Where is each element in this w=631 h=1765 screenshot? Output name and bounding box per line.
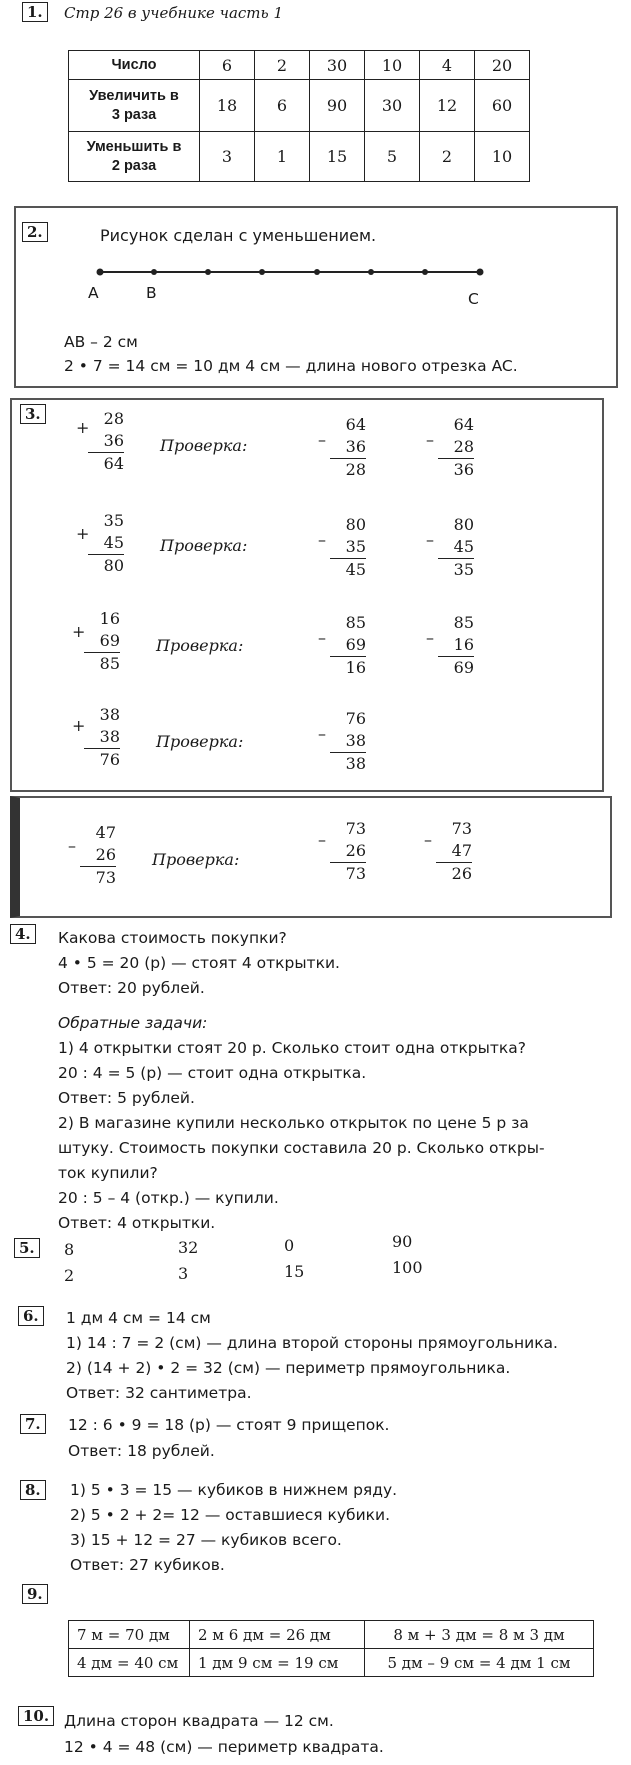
table-cell: 30 (365, 80, 420, 132)
task6-solution (66, 1306, 558, 1406)
subtraction-column (436, 818, 472, 885)
task5-value: 90 (392, 1232, 413, 1251)
minus-sign: – (426, 530, 434, 549)
table-cell: 6 (200, 51, 255, 80)
table-cell: 4 (420, 51, 475, 80)
task10-solution (64, 1708, 384, 1760)
minus-sign: – (318, 830, 326, 849)
task1-table (68, 50, 530, 182)
task5-value: 0 (284, 1236, 295, 1255)
term: 45 (438, 536, 474, 559)
text-line: 1) 14 : 7 = 2 (см) — длина второй стороны прямоугольника. (66, 1334, 558, 1352)
term: 85 (453, 613, 474, 632)
minus-sign: – (318, 724, 326, 743)
table-row (69, 51, 530, 80)
table-cell: 60 (475, 80, 530, 132)
table-cell: 30 (310, 51, 365, 80)
plus-sign: + (72, 622, 86, 641)
result: 35 (453, 560, 474, 579)
task-number-9: 9. (22, 1584, 48, 1604)
table-row (69, 1649, 594, 1677)
minus-sign: – (424, 830, 432, 849)
task5-value: 3 (178, 1264, 189, 1283)
text-line: 12 • 4 = 48 (см) — периметр квадрата. (64, 1738, 384, 1756)
check-label: Проверка: (152, 850, 240, 869)
table-cell: 5 дм – 9 см = 4 дм 1 см (365, 1649, 594, 1677)
segment-ac-drawing (90, 262, 490, 282)
term: 85 (345, 613, 366, 632)
term: 69 (84, 630, 120, 653)
minus-sign: – (318, 430, 326, 449)
table-cell (69, 132, 200, 182)
result: 26 (451, 864, 472, 883)
addition-column (88, 408, 124, 475)
text-line: 20 : 4 = 5 (р) — стоит одна открытка. (58, 1064, 367, 1082)
task9-table (68, 1620, 594, 1677)
subtraction-column (80, 822, 116, 889)
term: 45 (88, 532, 124, 555)
text-line: Длина сторон квадрата — 12 см. (64, 1712, 334, 1730)
text-line: ток купили? (58, 1164, 158, 1182)
subtraction-column (330, 414, 366, 481)
task-number-1: 1. (22, 2, 48, 22)
subtraction-column (330, 818, 366, 885)
task5-value: 15 (284, 1262, 305, 1281)
row-label: Увеличить в (89, 87, 179, 104)
term: 76 (345, 709, 366, 728)
result: 38 (345, 754, 366, 773)
table-cell (69, 80, 200, 132)
table-cell: 6 (255, 80, 310, 132)
result: 73 (95, 868, 116, 887)
addition-column (84, 608, 120, 675)
row-label: 3 раза (111, 106, 157, 123)
table-row (69, 80, 530, 132)
text-line: Какова стоимость покупки? (58, 929, 287, 947)
check-label: Проверка: (156, 636, 244, 655)
text-line: Ответ: 4 открытки. (58, 1214, 216, 1232)
table-cell: 2 (255, 51, 310, 80)
term: 80 (453, 515, 474, 534)
task-number-5: 5. (14, 1238, 40, 1258)
tick-point (259, 269, 265, 275)
table-cell: 10 (365, 51, 420, 80)
tick-point (314, 269, 320, 275)
text-line: 4 • 5 = 20 (р) — стоят 4 открытки. (58, 954, 340, 972)
result: 85 (99, 654, 120, 673)
subtraction-column (438, 612, 474, 679)
table-cell: 2 (420, 132, 475, 182)
term: 38 (99, 705, 120, 724)
text-line: Ответ: 18 рублей. (68, 1442, 215, 1460)
inverse-tasks-title: Обратные задачи: (58, 1014, 208, 1032)
row-label: Уменьшить в (86, 138, 182, 155)
text-line: Ответ: 5 рублей. (58, 1089, 195, 1107)
minus-sign: – (68, 836, 76, 855)
term: 38 (84, 726, 120, 749)
term: 28 (103, 409, 124, 428)
table-cell: 10 (475, 132, 530, 182)
text-line: 12 : 6 • 9 = 18 (р) — стоят 9 прищепок. (68, 1416, 390, 1434)
term: 16 (99, 609, 120, 628)
result: 28 (345, 460, 366, 479)
term: 80 (345, 515, 366, 534)
term: 69 (330, 634, 366, 657)
result: 80 (103, 556, 124, 575)
term: 16 (438, 634, 474, 657)
result: 73 (345, 864, 366, 883)
table-cell: 18 (200, 80, 255, 132)
task2-line1: AB – 2 см (64, 333, 138, 351)
point-b (151, 269, 157, 275)
tick-point (368, 269, 374, 275)
label-b: B (146, 284, 157, 302)
term: 35 (103, 511, 124, 530)
tick-point (205, 269, 211, 275)
table-row (69, 132, 530, 182)
result: 36 (453, 460, 474, 479)
task2-line2: 2 • 7 = 14 см = 10 дм 4 см — длина нового отрезка AC. (64, 357, 518, 375)
table-cell: Число (69, 51, 200, 80)
result: 76 (99, 750, 120, 769)
task2-title: Рисунок сделан с уменьшением. (100, 226, 377, 245)
plus-sign: + (76, 418, 90, 437)
table-cell: 20 (475, 51, 530, 80)
label-a: A (88, 284, 99, 302)
term: 73 (345, 819, 366, 838)
table-cell: 1 (255, 132, 310, 182)
task5-value: 8 (64, 1240, 75, 1259)
result: 64 (103, 454, 124, 473)
term: 38 (330, 730, 366, 753)
task-number-2: 2. (22, 222, 48, 242)
subtraction-column (330, 612, 366, 679)
term: 47 (436, 840, 472, 863)
check-label: Проверка: (160, 436, 248, 455)
table-cell: 8 м + 3 дм = 8 м 3 дм (365, 1621, 594, 1649)
task5-value: 2 (64, 1266, 75, 1285)
task-number-10: 10. (18, 1706, 54, 1726)
result: 69 (453, 658, 474, 677)
text-line: 1) 5 • 3 = 15 — кубиков в нижнем ряду. (70, 1481, 398, 1499)
term: 64 (345, 415, 366, 434)
text-line: Ответ: 32 сантиметра. (66, 1384, 252, 1402)
term: 36 (330, 436, 366, 459)
task7-solution (68, 1412, 390, 1464)
subtraction-column (330, 708, 366, 775)
plus-sign: + (76, 524, 90, 543)
table-cell: 4 дм = 40 см (69, 1649, 190, 1677)
check-label: Проверка: (156, 732, 244, 751)
table-cell: 90 (310, 80, 365, 132)
term: 73 (451, 819, 472, 838)
text-line: 1) 4 открытки стоят 20 р. Сколько стоит одна открытка? (58, 1039, 526, 1057)
task-number-6: 6. (18, 1306, 44, 1326)
text-line: 2) В магазине купили несколько открыток по цене 5 р за (58, 1114, 529, 1132)
text-line: 1 дм 4 см = 14 см (66, 1309, 211, 1327)
table-row (69, 1621, 594, 1649)
table-cell: 1 дм 9 см = 19 см (190, 1649, 365, 1677)
addition-column (88, 510, 124, 577)
subtraction-column (438, 514, 474, 581)
minus-sign: – (426, 628, 434, 647)
addition-column (84, 704, 120, 771)
table-cell: 7 м = 70 дм (69, 1621, 190, 1649)
text-line: Ответ: 20 рублей. (58, 979, 205, 997)
check-label: Проверка: (160, 536, 248, 555)
minus-sign: – (318, 628, 326, 647)
table-cell: 2 м 6 дм = 26 дм (190, 1621, 365, 1649)
row-label: 2 раза (111, 157, 157, 174)
term: 26 (330, 840, 366, 863)
text-line: 20 : 5 – 4 (откр.) — купили. (58, 1189, 279, 1207)
term: 35 (330, 536, 366, 559)
term: 26 (80, 844, 116, 867)
minus-sign: – (318, 530, 326, 549)
task5-value: 32 (178, 1238, 199, 1257)
task-number-4: 4. (10, 924, 36, 944)
table-cell: 12 (420, 80, 475, 132)
text-line: штуку. Стоимость покупки составила 20 р. Сколько откры- (58, 1139, 545, 1157)
plus-sign: + (72, 716, 86, 735)
text-line: Ответ: 27 кубиков. (70, 1556, 225, 1574)
point-a (97, 269, 104, 276)
tick-point (422, 269, 428, 275)
term: 28 (438, 436, 474, 459)
term: 64 (453, 415, 474, 434)
text-line: 2) 5 • 2 + 2= 12 — оставшиеся кубики. (70, 1506, 391, 1524)
task-number-8: 8. (20, 1480, 46, 1500)
subtraction-column (438, 414, 474, 481)
term: 47 (95, 823, 116, 842)
text-line: 3) 15 + 12 = 27 — кубиков всего. (70, 1531, 342, 1549)
task4-solution (58, 926, 545, 1236)
term: 36 (88, 430, 124, 453)
task8-solution (70, 1478, 397, 1578)
text-line: 2) (14 + 2) • 2 = 32 (см) — периметр прямоугольника. (66, 1359, 511, 1377)
table-cell: 15 (310, 132, 365, 182)
minus-sign: – (426, 430, 434, 449)
task1-caption: Стр 26 в учебнике часть 1 (64, 4, 284, 22)
label-c: C (468, 290, 479, 308)
table-cell: 3 (200, 132, 255, 182)
task-number-7: 7. (20, 1414, 46, 1434)
table-cell: 5 (365, 132, 420, 182)
task-number-3: 3. (20, 404, 46, 424)
subtraction-column (330, 514, 366, 581)
result: 45 (345, 560, 366, 579)
result: 16 (345, 658, 366, 677)
point-c (477, 269, 484, 276)
task5-value: 100 (392, 1258, 423, 1277)
